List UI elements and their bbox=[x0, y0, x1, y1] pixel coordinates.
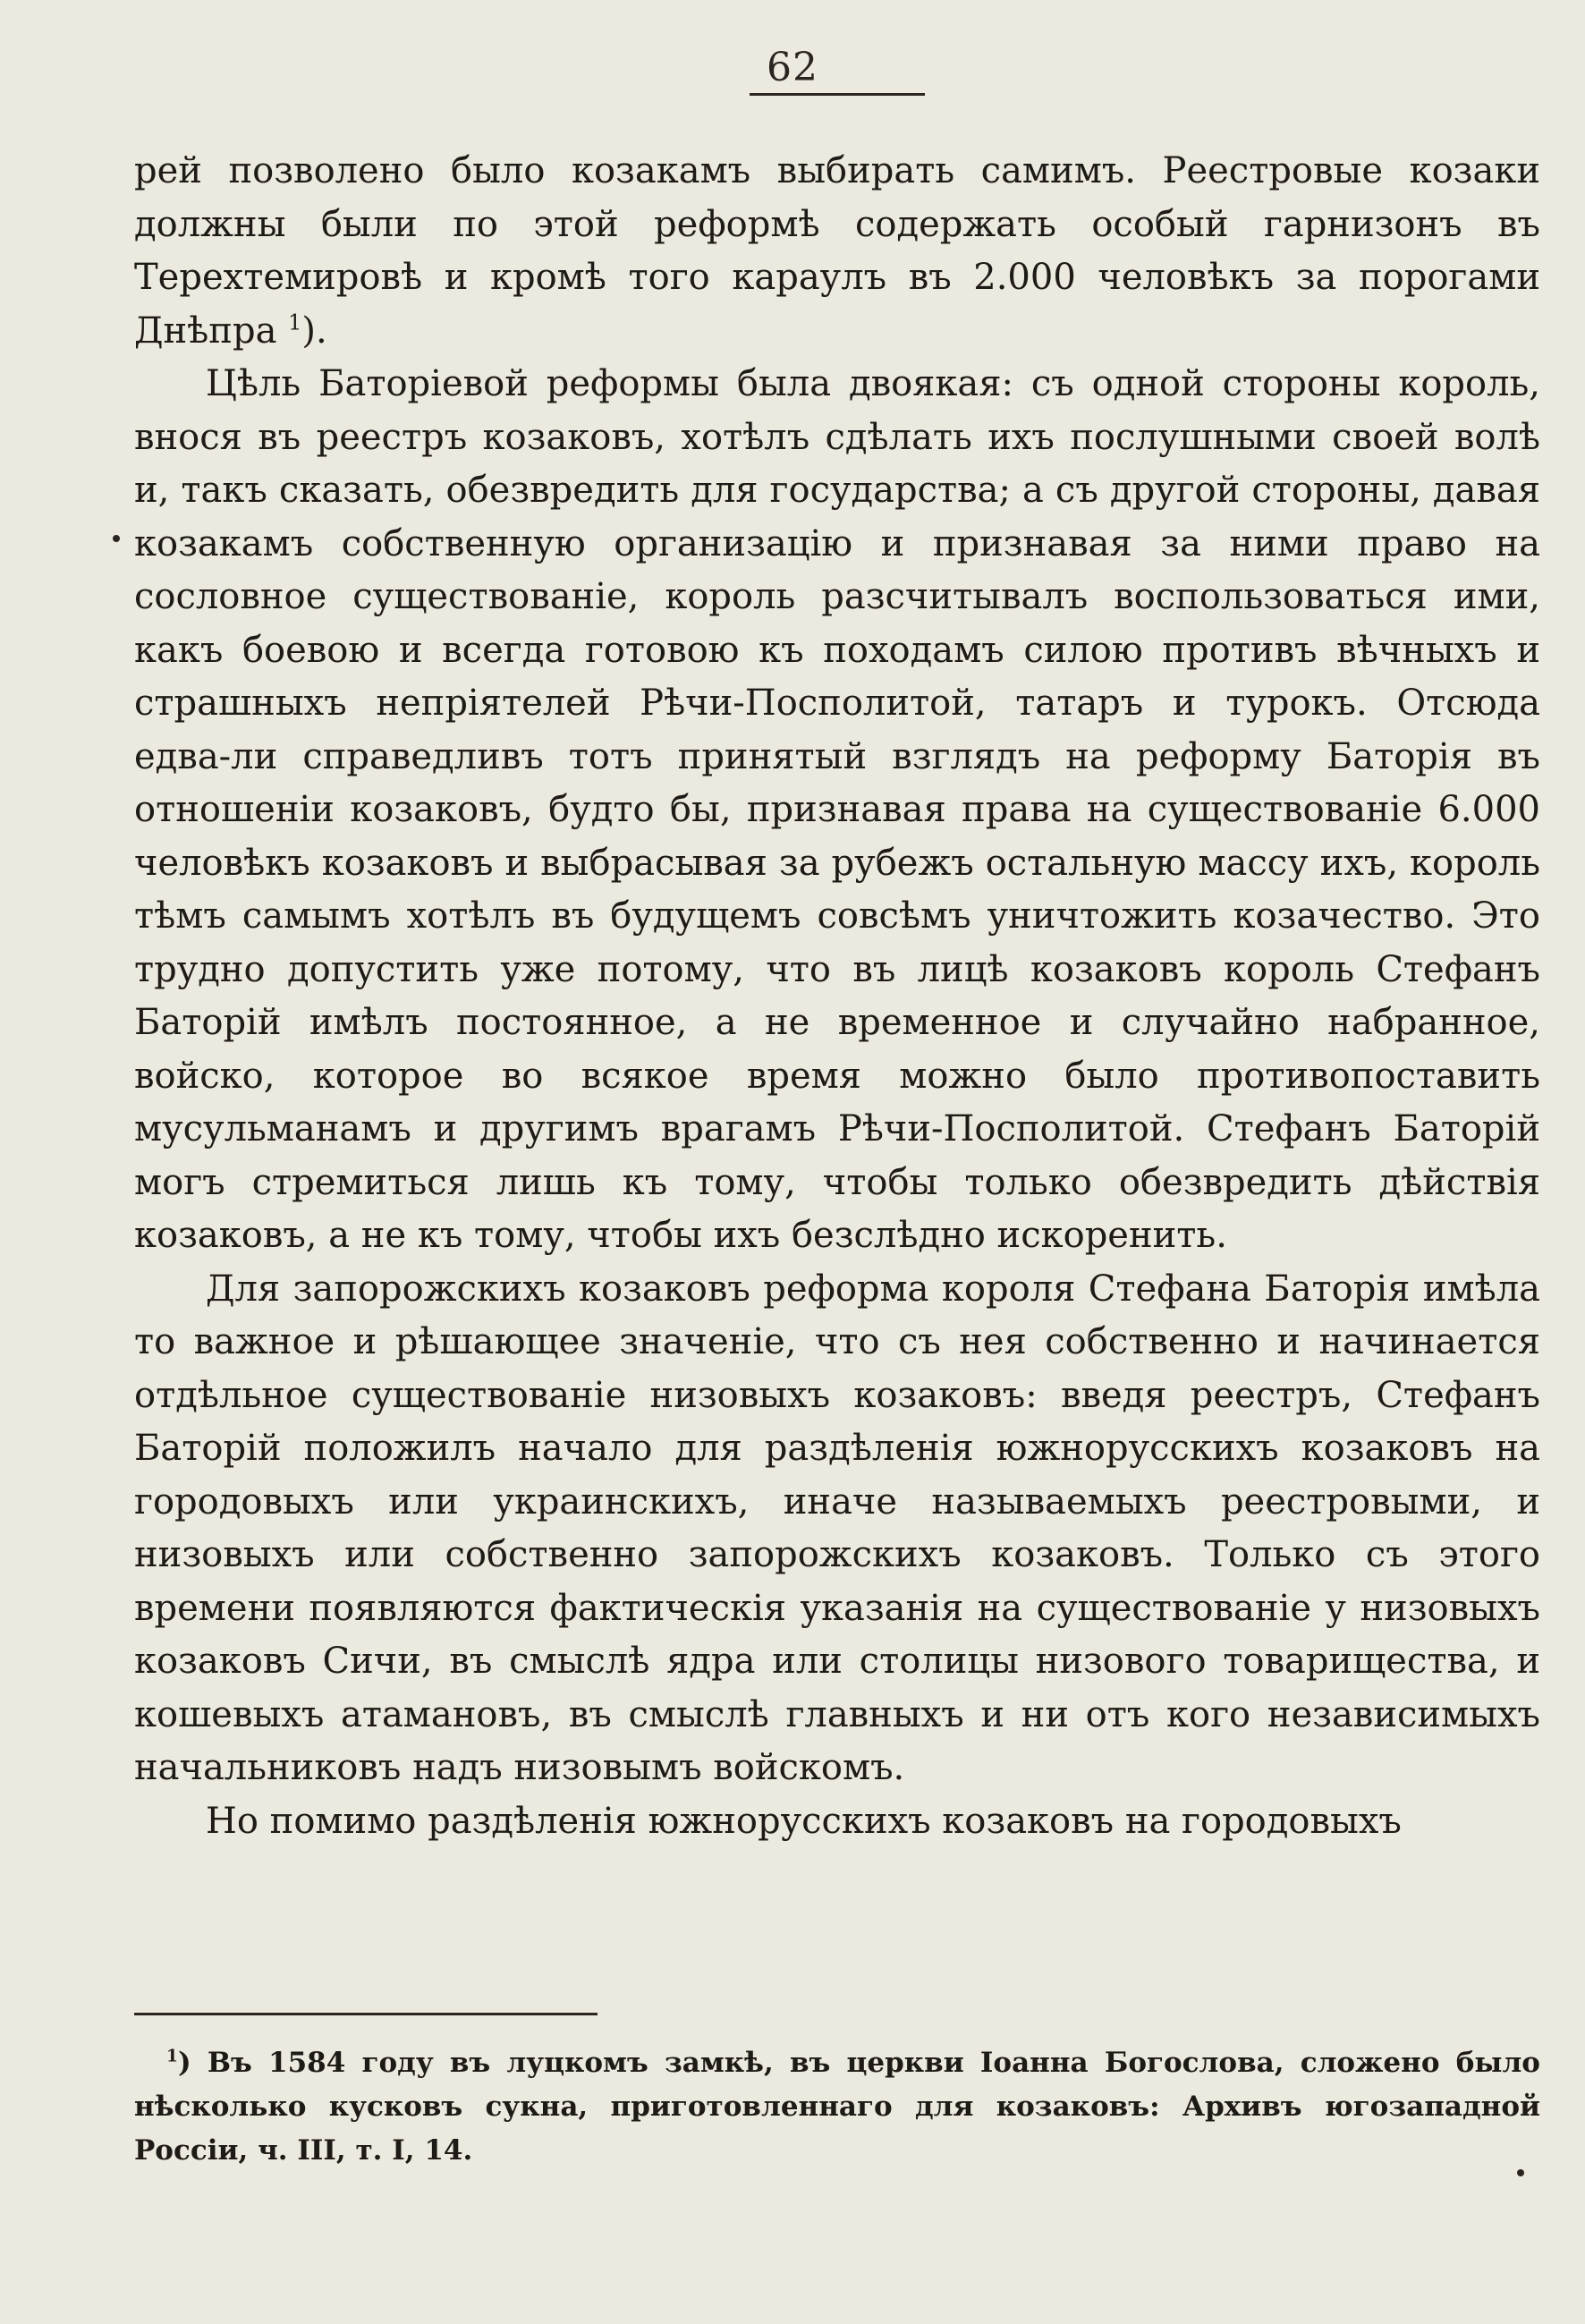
footnote-reference: 1 bbox=[288, 310, 302, 335]
footnote-text: ) Въ 1584 году въ луцкомъ замкѣ, въ церкви Іоанна Богослова, сложено было нѣсколько кусковъ сукна, приготовленнаго для козаковъ: Архивъ югозападной Россіи, ч. III, т. I, 14. bbox=[134, 2047, 1540, 2167]
paragraph-4: Но помимо раздѣленія южнорусскихъ козаковъ на городовыхъ bbox=[206, 1800, 1402, 1842]
header-rule bbox=[750, 93, 925, 96]
margin-mark bbox=[113, 535, 120, 542]
footnote-rule bbox=[134, 2013, 598, 2015]
footnote-marker: 1 bbox=[166, 2047, 178, 2066]
paragraph-1 bbox=[134, 145, 1540, 358]
paragraph-3: Для запорожскихъ козаковъ реформа короля Стефана Баторія имѣла то важное и рѣшающее значеніе, что съ нея собственно и начинается отдѣльное существованіе низовыхъ козаковъ: введя реестръ, Стефанъ Баторій положилъ начало для раздѣленія южнорусскихъ козаковъ на городовыхъ или украинскихъ, иначе называемыхъ реестровыми, и низовыхъ или собственно запорожскихъ козаковъ. Только съ этого времени появляются фактическія указанія на существованіе у низовыхъ козаковъ Сичи, въ смыслѣ ядра или столицы низового товарищества, и кошевыхъ атамановъ, въ смыслѣ главныхъ и ни отъ кого независимыхъ начальниковъ надъ низовымъ войскомъ. bbox=[134, 1268, 1540, 1788]
paragraph-1-text: рей позволено было козакамъ выбирать самимъ. Реестровые козаки должны были по этой реформѣ содержать особый гарнизонъ въ Терехтемировѣ и кромѣ того караулъ въ 2.000 человѣкъ за порогами Днѣпра bbox=[134, 150, 1540, 352]
body-text bbox=[134, 145, 1540, 1848]
paragraph-1-tail: ). bbox=[301, 310, 327, 352]
page-number: 62 bbox=[767, 45, 818, 90]
footnote-paragraph bbox=[134, 2041, 1540, 2173]
margin-mark-bottom bbox=[1517, 2169, 1524, 2176]
paragraph-2: Цѣль Баторіевой реформы была двоякая: съ одной стороны король, внося въ реестръ козаковъ, хотѣлъ сдѣлать ихъ послушными своей волѣ и, такъ сказать, обезвредить для государства; а съ другой стороны, давая козакамъ собственную организацію и признавая за ними право на сословное существованіе, король разсчитывалъ воспользоваться ими, какъ боевою и всегда готовою къ походамъ силою противъ вѣчныхъ и страшныхъ непріятелей Рѣчи-Посполитой, татаръ и турокъ. Отсюда едва-ли справедливъ тотъ принятый взглядъ на реформу Баторія въ отношеніи козаковъ, будто бы, признавая права на существованіе 6.000 человѣкъ козаковъ и выбрасывая за рубежъ остальную массу ихъ, король тѣмъ самымъ хотѣлъ въ будущемъ совсѣмъ уничтожить козачество. Это трудно допустить уже потому, что въ лицѣ козаковъ король Стефанъ Баторій имѣлъ постоянное, а не временное и случайно набранное, войско, которое во всякое время можно было противопоставить мусульманамъ и другимъ врагамъ Рѣчи-Посполитой. Стефанъ Баторій могъ стремиться лишь къ тому, чтобы только обезвредить дѣйствія козаковъ, а не къ тому, чтобы ихъ безслѣдно искоренить. bbox=[134, 363, 1540, 1256]
footnote bbox=[134, 2041, 1540, 2173]
